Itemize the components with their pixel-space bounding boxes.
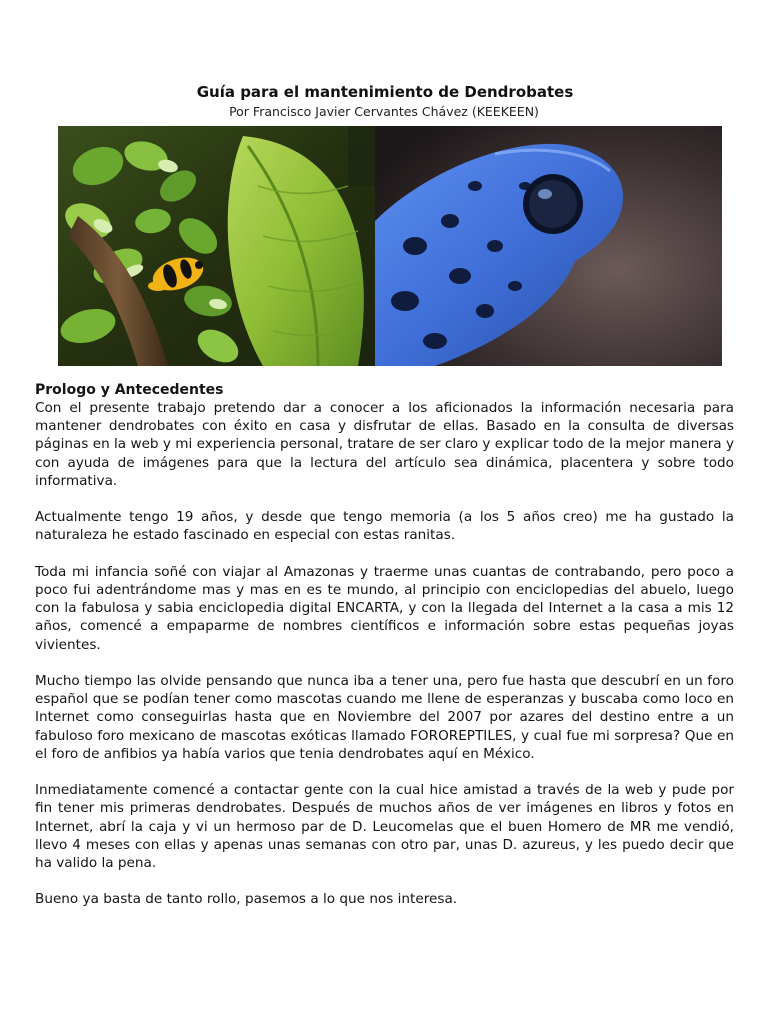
- author-line: Por Francisco Javier Cervantes Chávez (KEEKEEN): [229, 104, 539, 119]
- paragraph: Con el presente trabajo pretendo dar a conocer a los aficionados la información necesaria para mantener dendrobates con éxito en casa y disfrutar de ellas. Basado en la consulta de diversas páginas en la web y mi experiencia personal, tratare de ser claro y explicar todo de la mejor manera y con ayuda de imágenes para que la lectura del artículo sea dinámica, placentera y sobre todo informativa.: [35, 400, 734, 489]
- paragraph: Toda mi infancia soñé con viajar al Amazonas y traerme unas cuantas de contrabando, pero poco a poco fui adentrándome mas y mas en es te mundo, al principio con enciclopedias del abuelo, luego con la fabulosa y sabia enciclopedia digital ENCARTA, y con la llegada del Internet a la casa a mis 12 años, comencé a empaparme de nombres científicos e información sobre estas pequeñas joyas vivientes.: [35, 563, 734, 653]
- header-photos: [58, 126, 722, 366]
- document-title: Guía para el mantenimiento de Dendrobates: [196, 83, 574, 101]
- paragraph: Actualmente tengo 19 años, y desde que tengo memoria (a los 5 años creo) me ha gustado la naturaleza he estado fascinado en especial con estas ranitas.: [35, 509, 734, 544]
- paragraph: Mucho tiempo las olvide pensando que nunca iba a tener una, pero fue hasta que descubrí en un foro español que se podían tener como mascotas cuando me llene de esperanzas y buscaba como loco en Internet como conseguirlas hasta que en Noviembre del 2007 por azares del destino entre a un fabuloso foro mexicano de mascotas exóticas llamado FOROREPTILES, y cual fue mi sorpresa? Que en el foro de anfibios ya había varios que tenia dendrobates aquí en México.: [35, 673, 734, 762]
- blue-frog-photo: [375, 126, 722, 366]
- leaves-frog-photo: [58, 126, 375, 366]
- section-heading: Prologo y Antecedentes: [35, 382, 224, 398]
- document-body: [35, 381, 734, 927]
- paragraph: Bueno ya basta de tanto rollo, pasemos a lo que nos interesa.: [35, 891, 458, 908]
- paragraph: Inmediatamente comencé a contactar gente con la cual hice amistad a través de la web y pude por fin tener mis primeras dendrobates. Después de muchos años de ver imágenes en libros y fotos en Internet, abrí la caja y vi un hermoso par de D. Leucomelas que el buen Homero de MR me vendió, llevo 4 meses con ellas y apenas unas semanas con otro par, unas D. azureus, y les puedo decir que ha valido la pena.: [35, 782, 734, 872]
